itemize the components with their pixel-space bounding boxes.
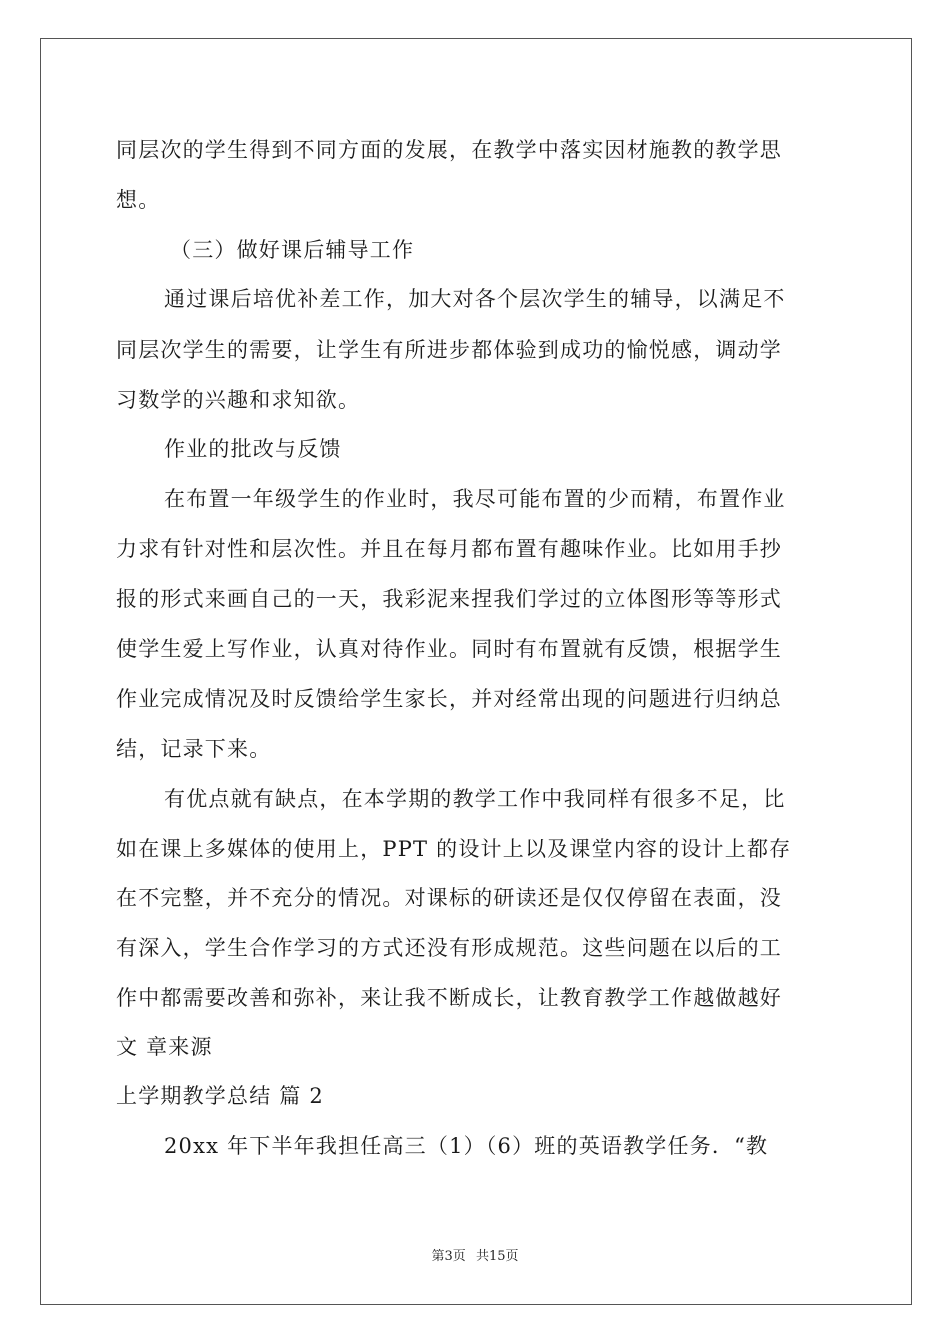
text-line: 结，记录下来。	[116, 737, 272, 761]
text-line: 习数学的兴趣和求知欲。	[116, 388, 361, 412]
text-line: 文 章来源	[116, 1035, 213, 1059]
text-line: 力求有针对性和层次性。并且在每月都布置有趣味作业。比如用手抄	[116, 537, 782, 561]
text-line: 在布置一年级学生的作业时，我尽可能布置的少而精，布置作业	[164, 487, 786, 511]
text-line: 有深入，学生合作学习的方式还没有形成规范。这些问题在以后的工	[116, 936, 782, 960]
text-line: 有优点就有缺点，在本学期的教学工作中我同样有很多不足，比	[164, 787, 786, 811]
text-line: 20xx 年下半年我担任高三（1）（6）班的英语教学任务．“教	[164, 1134, 769, 1158]
section-heading: 作业的批改与反馈	[164, 437, 342, 461]
text-line: 想。	[116, 188, 161, 212]
text-line: 如在课上多媒体的使用上，PPT 的设计上以及课堂内容的设计上都存	[116, 837, 792, 861]
section-heading: （三）做好课后辅导工作	[170, 238, 415, 262]
page-total: 共15页	[475, 1249, 519, 1264]
page-footer	[0, 1245, 950, 1264]
text-line: 报的形式来画自己的一天，我彩泥来捏我们学过的立体图形等等形式	[116, 587, 782, 611]
text-line: 同层次学生的需要，让学生有所进步都体验到成功的愉悦感，调动学	[116, 338, 782, 362]
text-line: 作业完成情况及时反馈给学生家长，并对经常出现的问题进行归纳总	[116, 687, 782, 711]
text-line: 使学生爱上写作业，认真对待作业。同时有布置就有反馈，根据学生	[116, 637, 782, 661]
text-line: 通过课后培优补差工作，加大对各个层次学生的辅导，以满足不	[164, 287, 786, 311]
text-line: 作中都需要改善和弥补，来让我不断成长，让教育教学工作越做越好	[116, 986, 782, 1010]
page-number: 第3页	[431, 1249, 466, 1264]
text-line: 在不完整，并不充分的情况。对课标的研读还是仅仅停留在表面，没	[116, 886, 782, 910]
text-line: 同层次的学生得到不同方面的发展，在教学中落实因材施教的教学思	[116, 138, 782, 162]
article-heading: 上学期教学总结 篇 2	[116, 1084, 324, 1108]
page-border	[40, 38, 912, 1305]
